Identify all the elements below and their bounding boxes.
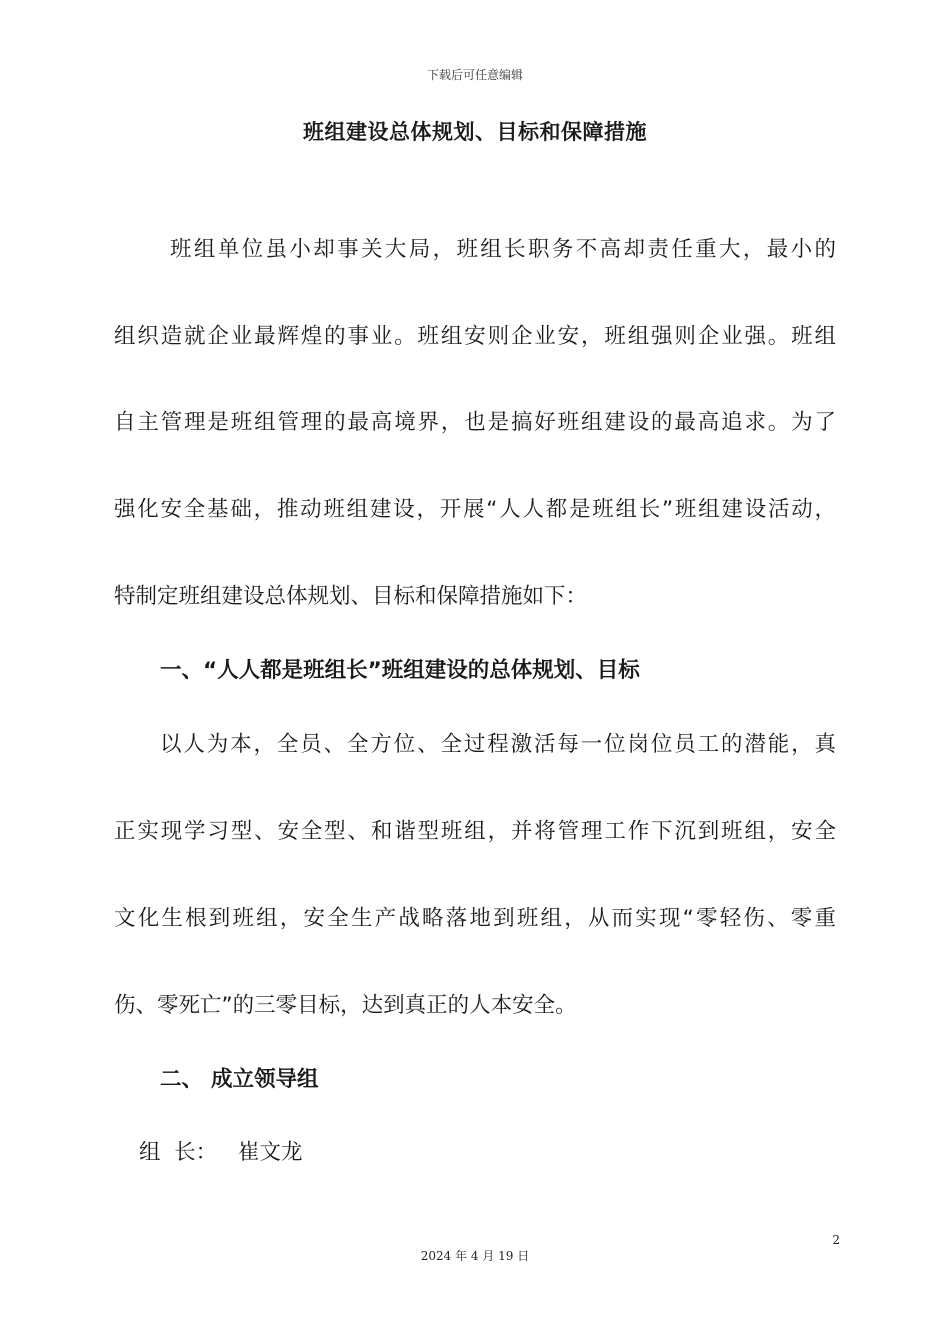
section1-line-1: 以人为本，全员、全方位、全过程激活每一位岗位员工的潜能，真	[160, 732, 836, 757]
document-title: 班组建设总体规划、目标和保障措施	[303, 120, 647, 144]
section1-line-3: 文化生根到班组，安全生产战略落地到班组，从而实现“零轻伤、零重	[114, 906, 836, 931]
section2-number: 二、	[160, 1067, 204, 1092]
intro-line-4: 强化安全基础，推动班组建设，开展“人人都是班组长”班组建设活动，	[114, 497, 836, 522]
section1-line-2: 正实现学习型、安全型、和谐型班组，并将管理工作下沉到班组，安全	[114, 819, 836, 844]
footer-date: 2024 年 4 月 19 日	[420, 1249, 530, 1263]
section2-heading: 成立领导组	[211, 1067, 319, 1092]
leader-label: 组 长：	[139, 1140, 218, 1165]
intro-line-1: 班组单位虽小却事关大局，班组长职务不高却责任重大，最小的	[170, 237, 836, 262]
header-note: 下载后可任意编辑	[426, 68, 523, 82]
leader-name: 崔文龙	[238, 1140, 303, 1165]
intro-line-5: 特制定班组建设总体规划、目标和保障措施如下：	[114, 584, 588, 609]
intro-line-2: 组织造就企业最辉煌的事业。班组安则企业安，班组强则企业强。班组	[114, 324, 836, 349]
section1-heading: 一、“人人都是班组长”班组建设的总体规划、目标	[160, 658, 640, 683]
section1-line-4: 伤、零死亡”的三零目标，达到真正的人本安全。	[114, 993, 577, 1018]
page-number: 2	[832, 1233, 840, 1247]
intro-line-3: 自主管理是班组管理的最高境界，也是搞好班组建设的最高追求。为了	[114, 410, 836, 435]
